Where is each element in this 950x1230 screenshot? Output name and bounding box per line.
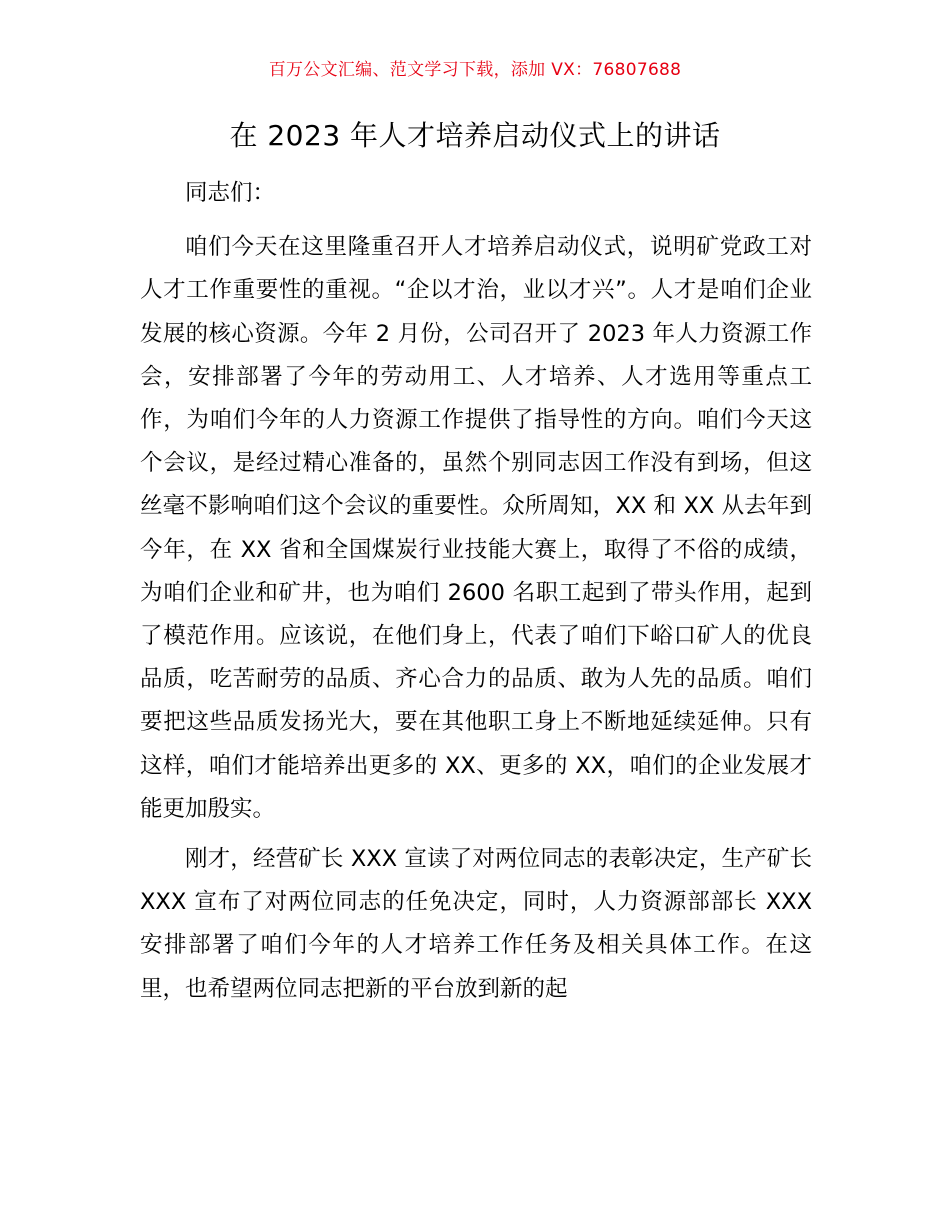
salutation: 同志们： xyxy=(185,180,276,206)
paragraph-1: 咱们今天在这里隆重召开人才培养启动仪式，说明矿党政工对人才工作重要性的重视。“企以才治，业以才兴”。人才是咱们企业发展的核心资源。今年 2 月份，公司召开了 2023 年人力资源工作会，安排部署了今年的劳动用工、人才培养、人才选用等重点工作，为咱们今年的人力资源工作提供了指导性的方向。咱们今天这个会议，是经过精心准备的，虽然个别同志因工作没有到场，但这丝毫不影响咱们这个会议的重要性。众所周知，XX 和 XX 从去年到今年，在 XX 省和全国煤炭行业技能大赛上，取得了不俗的成绩，为咱们企业和矿井，也为咱们 2600 名职工起到了带头作用，起到了模范作用。应该说，在他们身上，代表了咱们下峪口矿人的优良品质，吃苦耐劳的品质、齐心合力的品质、敢为人先的品质。咱们要把这些品质发扬光大，要在其他职工身上不断地延续延伸。只有这样，咱们才能培养出更多的 XX、更多的 XX，咱们的企业发展才能更加殷实。 xyxy=(140,234,812,822)
paragraph-2: 刚才，经营矿长 XXX 宣读了对两位同志的表彰决定，生产矿长 XXX 宣布了对两位同志的任免决定，同时，人力资源部部长 XXX 安排部署了咱们今年的人才培养工作任务及相关具体工作。在这里，也希望两位同志把新的平台放到新的起 xyxy=(140,846,812,1002)
header-note: 百万公文汇编、范文学习下载，添加 VX：76807688 xyxy=(268,60,682,80)
document-body xyxy=(140,172,812,1011)
document-title: 在 2023 年人才培养启动仪式上的讲话 xyxy=(229,119,721,152)
